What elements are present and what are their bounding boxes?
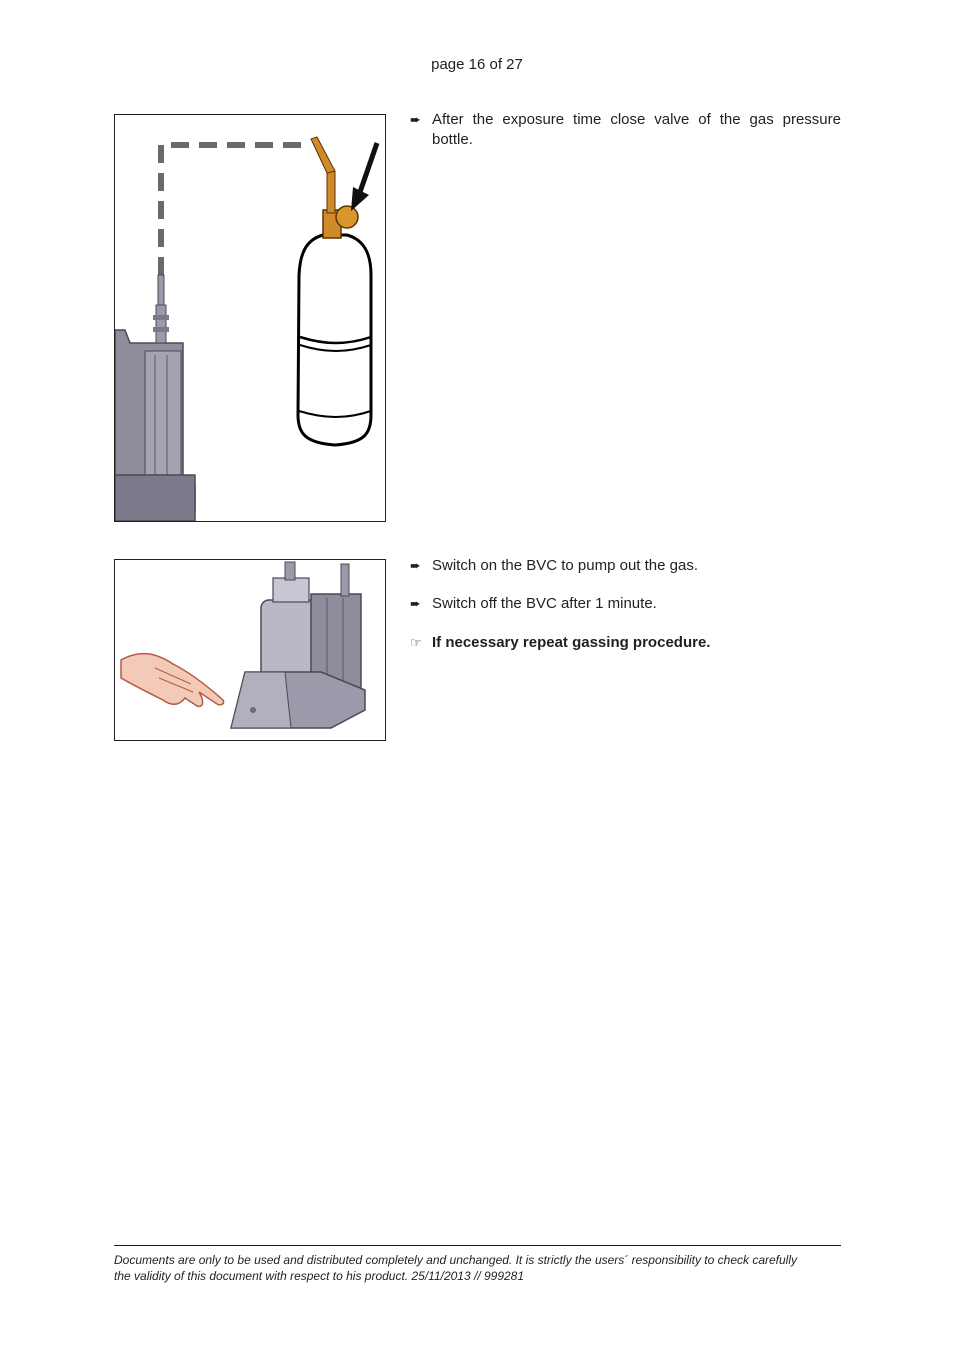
footer-disclaimer [114,1252,854,1284]
pointing-hand-icon: ☞ [410,635,422,650]
footer-divider [114,1245,841,1246]
instruction-step [410,556,841,576]
step-text: Switch off the BVC after 1 minute. [432,595,657,612]
arrow-right-icon: ➨ [410,112,421,127]
gas-bottle-and-bvc-illustration [114,114,386,522]
gas-bottle [298,137,371,445]
arrow-right-icon: ➨ [410,558,421,573]
step-text: After the exposure time close valve of the gas pressure bottle. [432,111,841,148]
hand-switching-bvc-illustration [114,559,386,741]
instruction-step [410,594,841,614]
instruction-step [410,110,841,150]
footer-line-1: Documents are only to be used and distributed completely and unchanged. It is strictly the users´ responsibility to check carefully [114,1253,798,1267]
instruction-note [410,633,841,653]
bvc-unit-partial [115,275,195,521]
arrow-right-icon: ➨ [410,596,421,611]
page-number: page 16 of 27 [431,56,523,73]
footer-line-2: the validity of this document with respect to his product. 25/11/2013 // 999281 [114,1269,525,1283]
note-text: If necessary repeat gassing procedure. [432,634,711,651]
step-text: Switch on the BVC to pump out the gas. [432,557,698,574]
arrow-icon [351,143,377,211]
hand-icon [121,654,224,707]
